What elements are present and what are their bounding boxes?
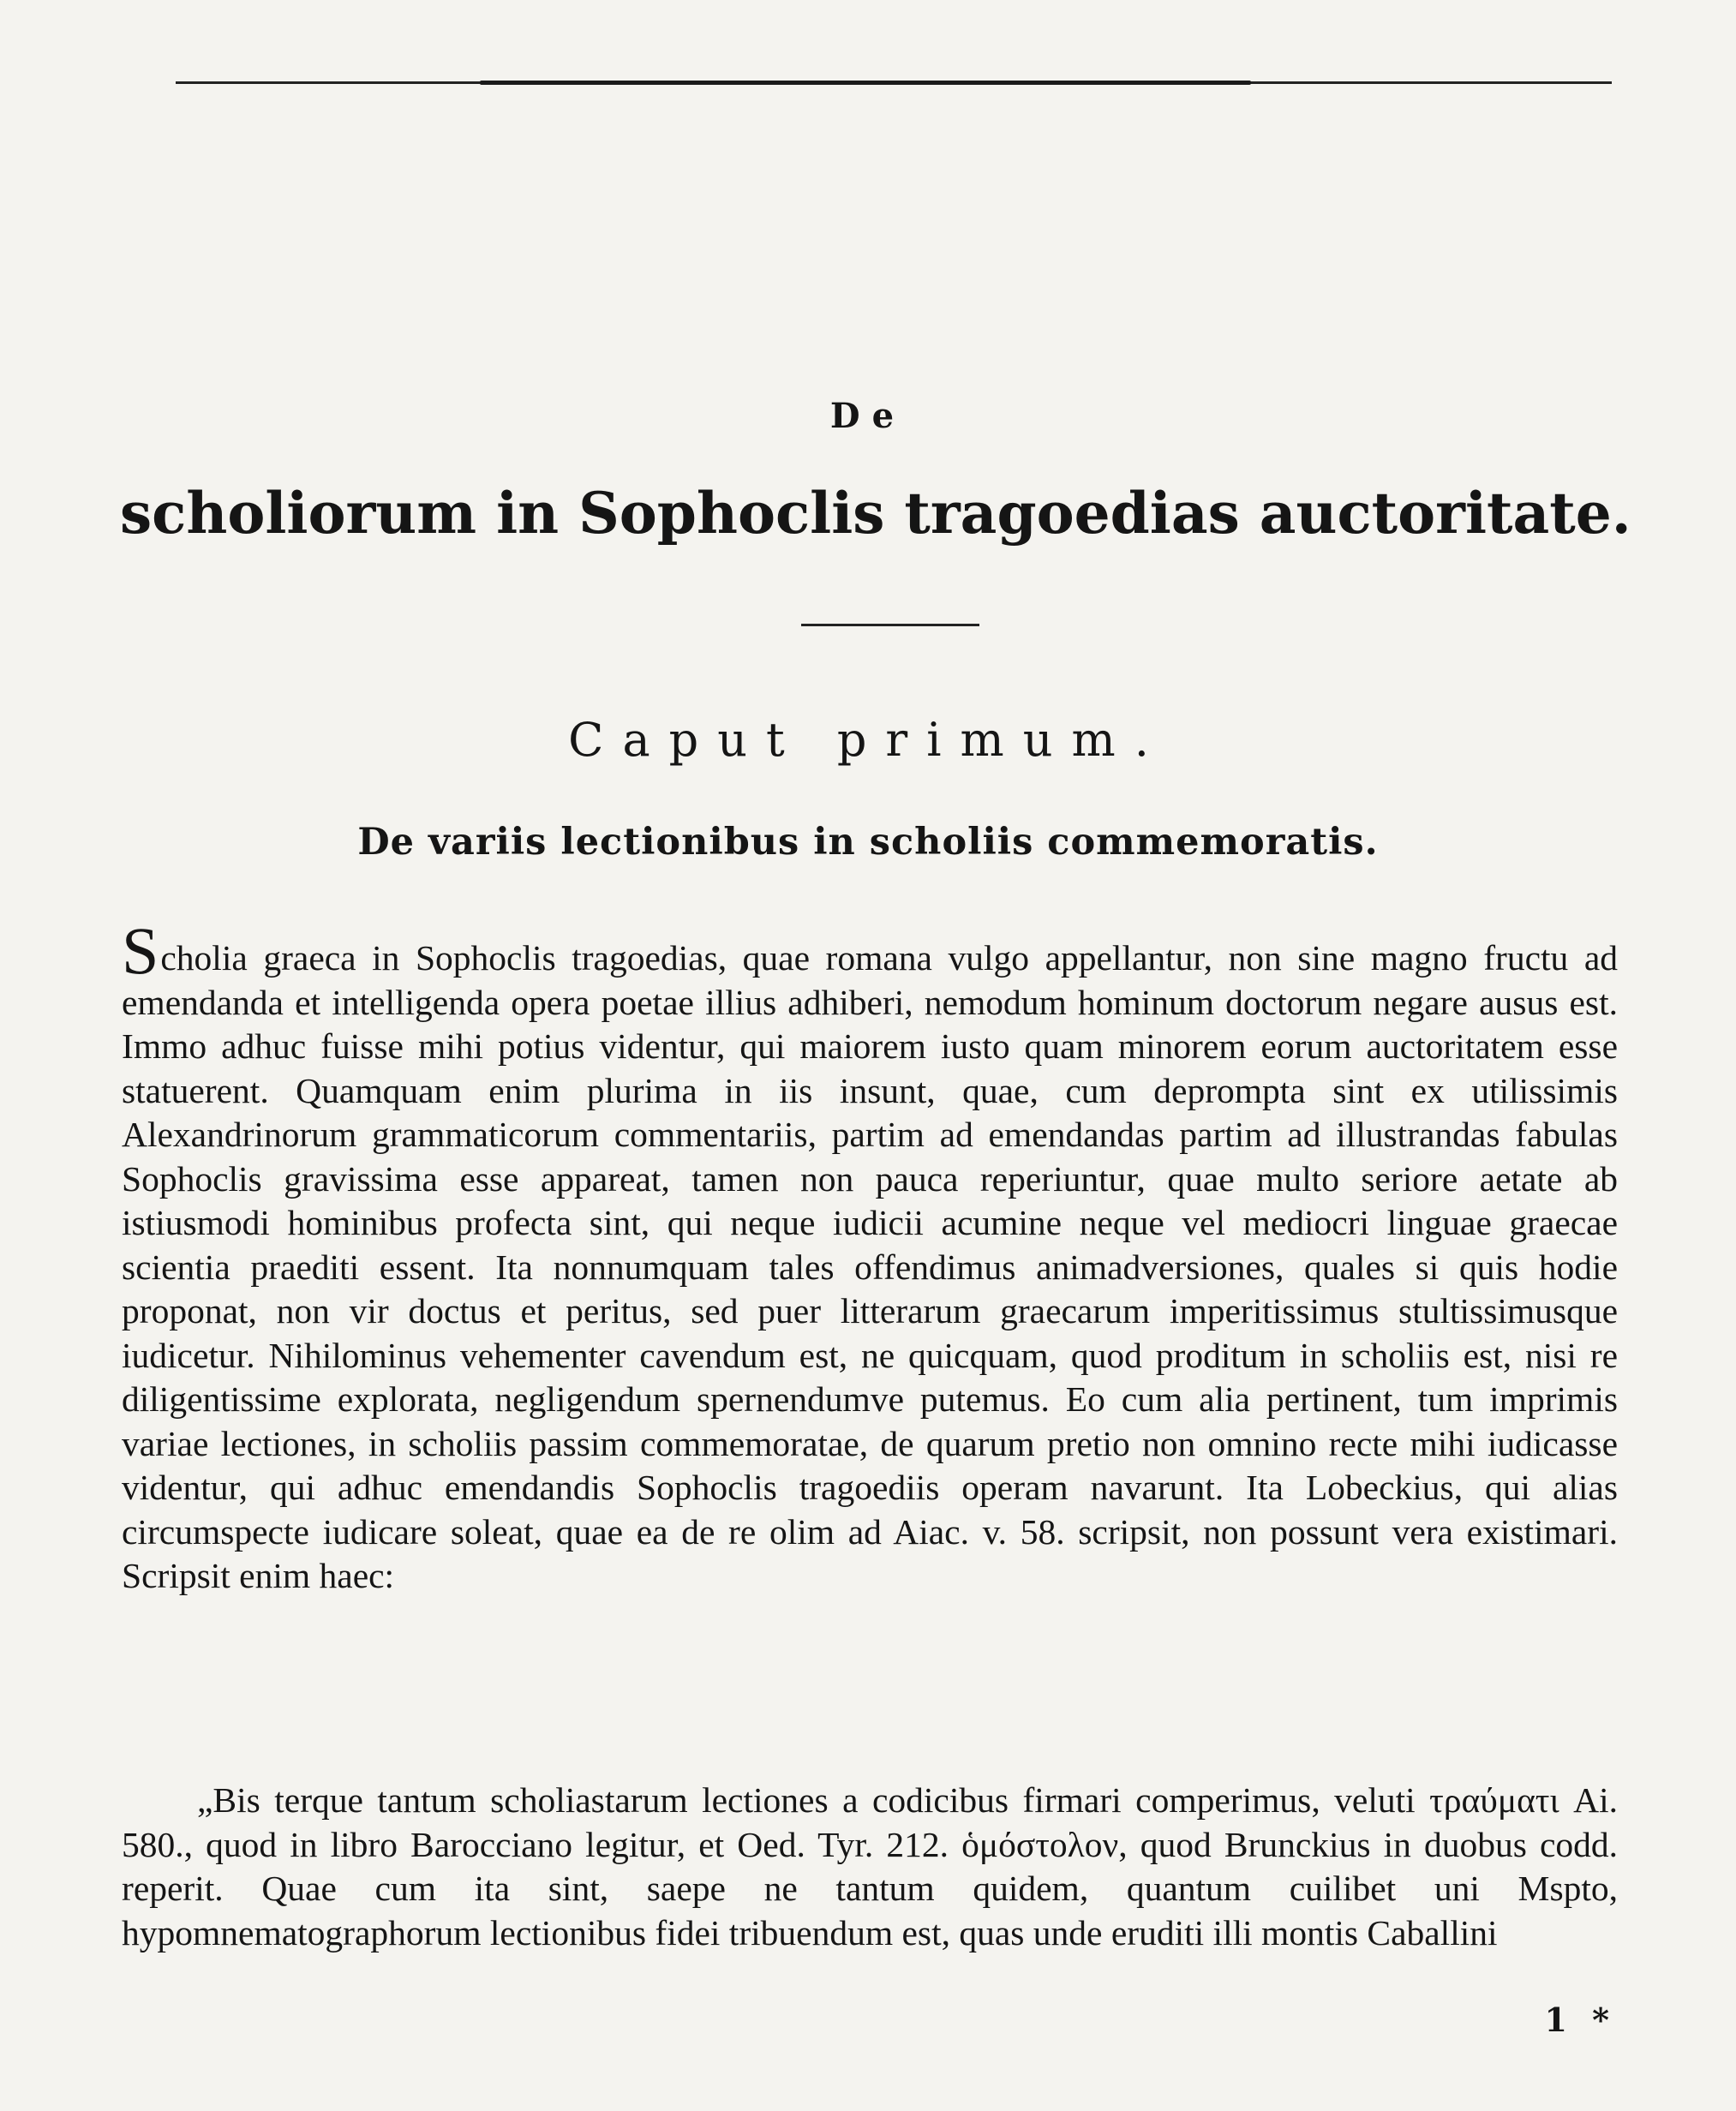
paragraph-2-quote: „Bis terque tantum scholiastarum lectiones a codicibus firmari comperimus, veluti τραύματι Ai. 580., quod in libro Barocciano legitur, et Oed. Tyr. 212. ὁμόστολον, quod Brunckius in duobus codd. reperit. Quae cum ita sint, saepe ne tantum quidem, quantum cuilibet uni Mspto, hypomnematographorum lectionibus fidei tribuendum est, quas unde eruditi illi montis Caballini bbox=[122, 1780, 1618, 1953]
paragraph-1 bbox=[122, 913, 1618, 1599]
divider-rule bbox=[801, 624, 979, 626]
chapter-subtitle: De variis lectionibus in scholiis commemoratis. bbox=[357, 821, 1379, 864]
main-title: scholiorum in Sophoclis tragoedias auctoritate. bbox=[120, 480, 1631, 547]
drop-cap-initial: S bbox=[122, 913, 159, 988]
top-rule-thick bbox=[480, 81, 1251, 85]
paragraph-1-text: cholia graeca in Sophoclis tragoedias, quae romana vulgo appellantur, non sine magno fructu ad emendanda et intelligenda opera poetae illius adhiberi, nemodum hominum doctorum negare ausus est. Immo adhuc fuisse mihi potius videntur, qui maiorem iusto quam minorem eorum auctoritatem esse statuerent. Quamquam enim plurima in iis insunt, quae, cum deprompta sint ex utilissimis Alexandrinorum grammaticorum commentariis, partim ad emendandas partim ad illustrandas fabulas Sophoclis gravissima esse appareat, tamen non pauca reperiuntur, quae multo seriore aetate ab istiusmodi hominibus profecta sint, qui neque iudicii acumine neque vel mediocri linguae graecae scientia praediti essent. Ita nonnumquam tales offendimus animadversiones, quales si quis hodie proponat, non vir doctus et peritus, sed puer litterarum graecarum imperitissimus stultissimusque iudicetur. Nihilominus vehementer cavendum est, ne quicquam, quod proditum in scholiis est, nisi re diligentissime explorata, negligendum spernendumve putemus. Eo cum alia pertinent, tum imprimis variae lectiones, in scholiis passim commemoratae, de quarum pretio non omnino recte mihi iudicasse videntur, qui adhuc emendandis Sophoclis tragoediis operam navarunt. Ita Lobeckius, qui alias circumspecte iudicare soleat, quae ea de re olim ad Aiac. v. 58. scripsit, non possunt vera existimari. Scripsit enim haec: bbox=[122, 938, 1618, 1595]
signature-mark: 1 * bbox=[1544, 2000, 1616, 2039]
pre-title: De bbox=[829, 396, 907, 436]
chapter-title: Caput primum. bbox=[568, 713, 1168, 767]
